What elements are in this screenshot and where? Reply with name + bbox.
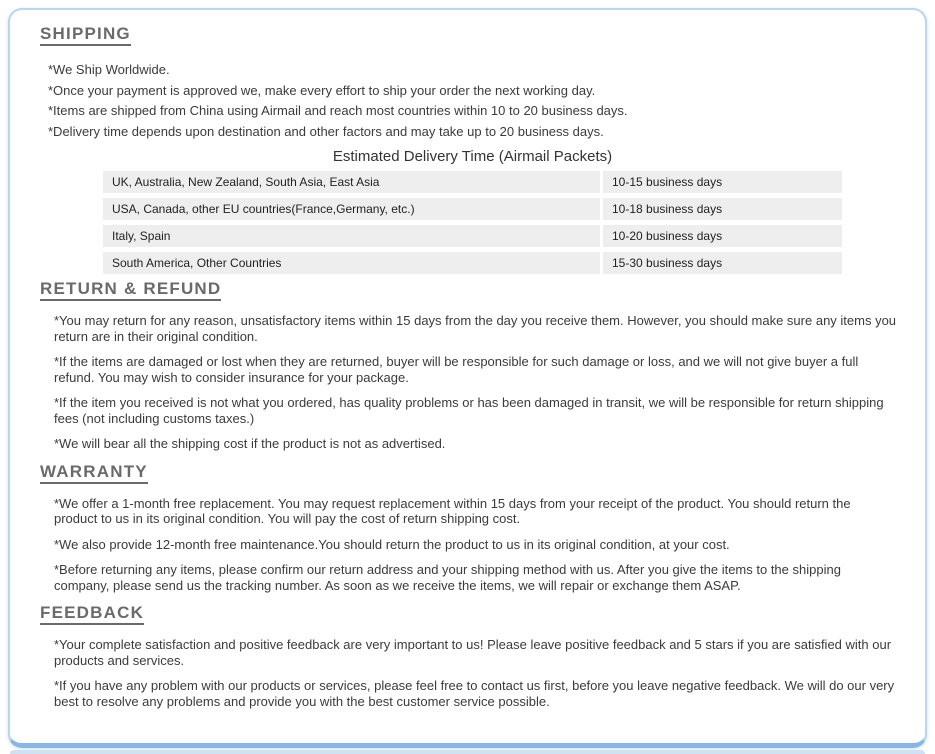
shipping-note: *Delivery time depends upon destination and other factors and may take up to 20 business days. xyxy=(48,123,604,139)
shipping-notes xyxy=(48,60,905,142)
policy-paragraph: *Your complete satisfaction and positive feedback are very important to us! Please leave positive feedback and 5 stars if you are satisfied with our products and services. xyxy=(54,637,892,668)
time-cell: 10-20 business days xyxy=(603,225,842,247)
feedback-title: FEEDBACK xyxy=(40,603,144,625)
region-cell: South America, Other Countries xyxy=(103,252,600,274)
policy-paragraph: *Before returning any items, please confirm our return address and your shipping method with us. After you give the items to the shipping company, please send us the tracking number. As soon as we receive the items, we will repair or exchange them ASAP. xyxy=(54,562,841,593)
next-panel-top-edge xyxy=(10,750,925,754)
policy-paragraph: *If you have any problem with our products or services, please feel free to contact us first, before you leave negative feedback. We will do our very best to resolve any problems and provide you with the best customer service possible. xyxy=(54,678,895,709)
delivery-table-title: Estimated Delivery Time (Airmail Packets) xyxy=(332,148,613,165)
return-refund-paragraphs xyxy=(54,313,897,452)
delivery-table-row xyxy=(103,225,842,247)
region-cell: USA, Canada, other EU countries(France,Germany, etc.) xyxy=(103,198,600,220)
time-cell: 10-15 business days xyxy=(603,171,842,193)
shipping-note: *We Ship Worldwide. xyxy=(48,62,170,77)
warranty-paragraphs xyxy=(54,496,897,594)
delivery-table-row xyxy=(103,252,842,274)
section-shipping xyxy=(10,24,925,279)
delivery-table-row xyxy=(103,198,842,220)
policy-paragraph: *You may return for any reason, unsatisfactory items within 15 days from the day you receive them. However, you should make sure any items you return are in their original condition. xyxy=(54,313,897,344)
region-cell: UK, Australia, New Zealand, South Asia, East Asia xyxy=(103,171,600,193)
section-return-refund xyxy=(10,279,925,452)
section-feedback xyxy=(10,603,925,709)
shipping-note: *Once your payment is approved we, make every effort to ship your order the next working day. xyxy=(48,82,596,98)
region-cell: Italy, Spain xyxy=(103,225,600,247)
delivery-time-block xyxy=(100,148,845,279)
section-warranty xyxy=(10,462,925,594)
shipping-title: SHIPPING xyxy=(40,24,131,46)
policy-paragraph: *If the items are damaged or lost when they are returned, buyer will be responsible for such damage or loss, and we will not give buyer a full refund. You may wish to consider insurance for your package. xyxy=(54,354,859,385)
time-cell: 15-30 business days xyxy=(603,252,842,274)
policy-paragraph: *We will bear all the shipping cost if the product is not as advertised. xyxy=(54,436,446,451)
warranty-title: WARRANTY xyxy=(40,462,148,484)
delivery-table-row xyxy=(103,171,842,193)
policy-paragraph: *We offer a 1-month free replacement. You may request replacement within 15 days from your receipt of the product. You should return the product to us in its original condition. You will pay the cost of return shipping cost. xyxy=(54,495,851,526)
shipping-note: *Items are shipped from China using Airmail and reach most countries within 10 to 20 business days. xyxy=(48,103,628,118)
delivery-table xyxy=(100,166,845,279)
seller-policy-panel xyxy=(8,8,927,748)
feedback-paragraphs xyxy=(54,637,897,709)
return-refund-title: RETURN & REFUND xyxy=(40,279,221,301)
policy-paragraph: *We also provide 12-month free maintenance.You should return the product to us in its original condition, at your cost. xyxy=(54,536,730,552)
time-cell: 10-18 business days xyxy=(603,198,842,220)
policy-paragraph: *If the item you received is not what you ordered, has quality problems or has been damaged in transit, we will be responsible for return shipping fees (not including customs taxes.) xyxy=(54,395,884,426)
